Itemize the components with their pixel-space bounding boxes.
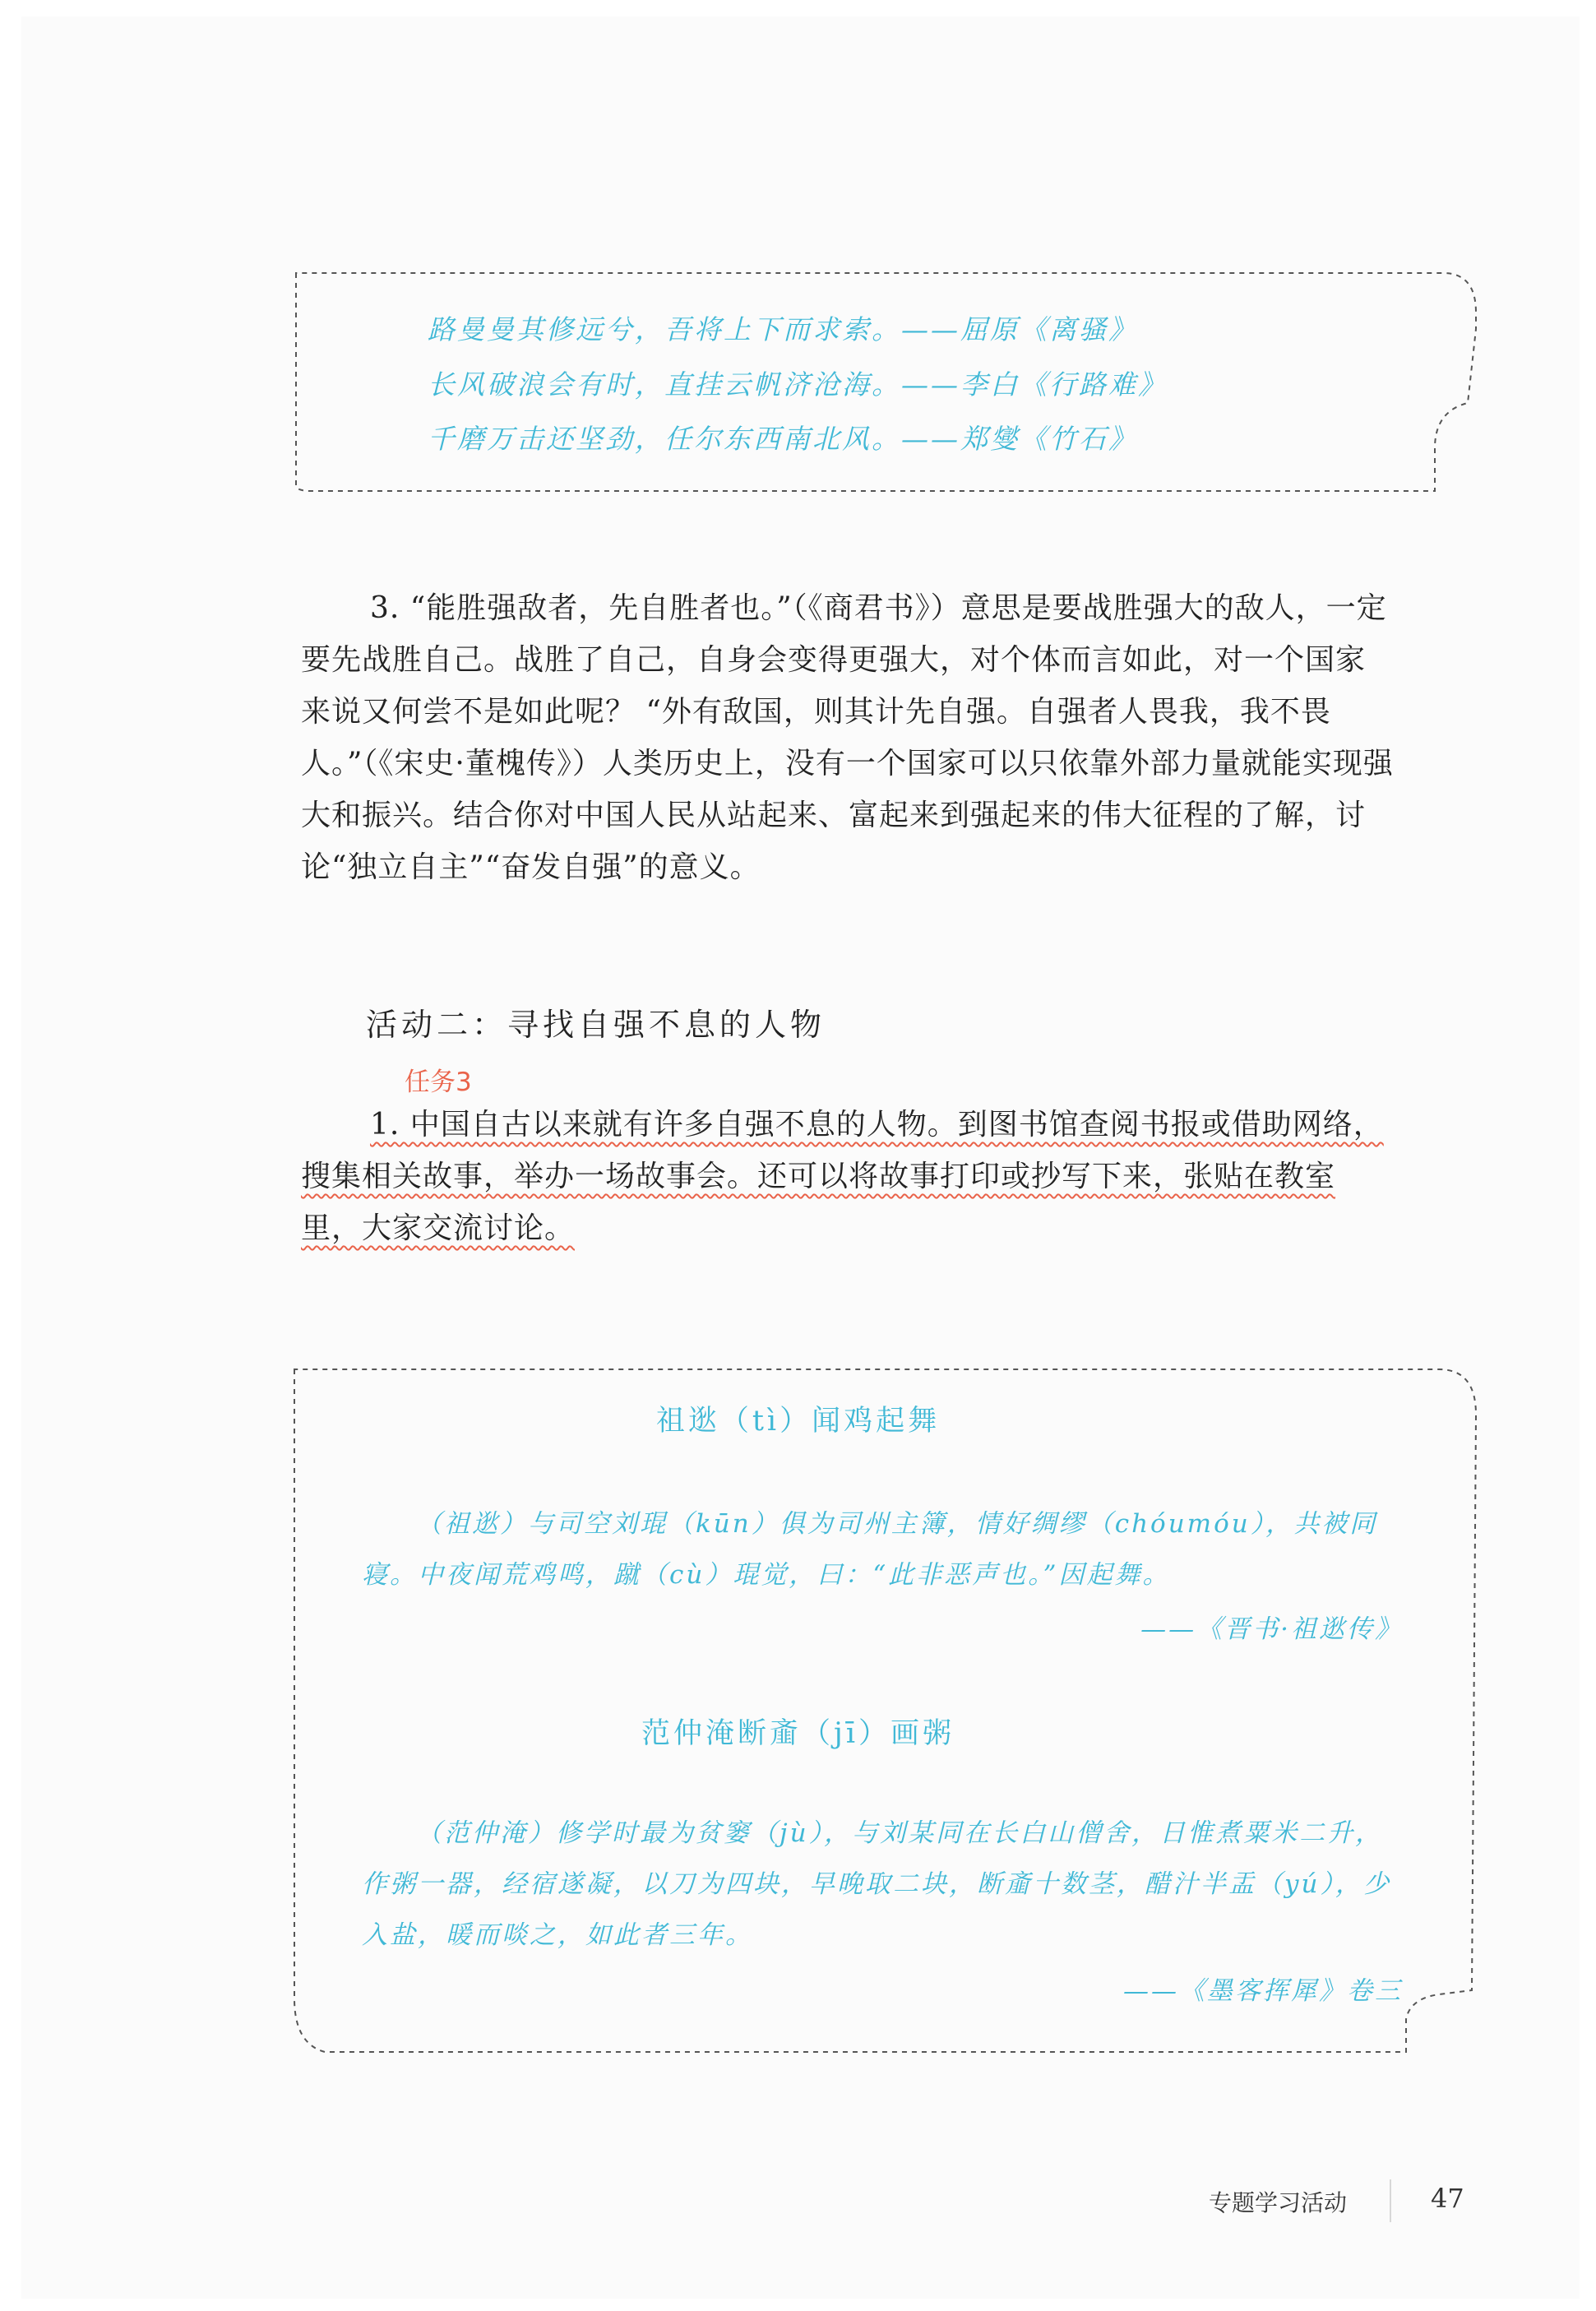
section-heading: 活动二：寻找自强不息的人物 [366, 1007, 826, 1043]
story-source: ——《晋书·祖逖传》 [1140, 1614, 1403, 1644]
handwritten-note: 任务3 [405, 1068, 472, 1097]
story-text: （祖逖）与司空刘琨（kūn）俱为司州主簿，情好绸缪（chóumóu），共被同寝。中夜闻荒鸡鸣，蹴（cù）琨觉，曰：“此非恶声也。”因起舞。 [362, 1509, 1378, 1590]
quote-line: 长风破浪会有时，直挂云帆济沧海。——李白《行路难》 [428, 368, 1168, 401]
quote-line: 千磨万击还坚劲，任尔东西南北风。——郑燮《竹石》 [428, 423, 1138, 455]
page-number: 47 [1431, 2183, 1464, 2214]
story-title: 祖逖（tì）闻鸡起舞 [655, 1405, 941, 1438]
footer-label: 专题学习活动 [1209, 2189, 1348, 2216]
item-3-text: 3. “能胜强敌者，先自胜者也。”（《商君书》）意思是要战胜强大的敌人，一定要先战胜自己。战胜了自己，自身会变得更强大，对个体而言如此，对一个国家来说又何尝不是如此呢？ “外有敌国，则其计先自强。自强者人畏我，我不畏人。”（《宋史·董槐传》）人类历史上，没有一个国家可以只依靠外部力量就能实现强大和振兴。结合你对中国人民从站起来、富起来到强起来的伟大征程的了解，讨论“独立自主”“奋发自强”的意义。 [301, 591, 1394, 884]
story-title: 范仲淹断齑（jī）画粥 [641, 1717, 955, 1750]
quote-line: 路曼曼其修远兮，吾将上下而求索。——屈原《离骚》 [428, 313, 1138, 345]
story-text: （范仲淹）修学时最为贫窭（jù），与刘某同在长白山僧舍，日惟煮粟米二升，作粥一器，经宿遂凝，以刀为四块，早晚取二块，断齑十数茎，醋汁半盂（yú），少入盐，暖而啖之，如此者三年。 [362, 1818, 1391, 1950]
footer-divider [1390, 2179, 1391, 2222]
item-1-text: 1. 中国自古以来就有许多自强不息的人物。到图书馆查阅书报或借助网络，搜集相关故事，举办一场故事会。还可以将故事打印或抄写下来，张贴在教室里，大家交流讨论。 [301, 1108, 1384, 1245]
story-source: ——《墨客挥犀》卷三 [1123, 1976, 1403, 2006]
